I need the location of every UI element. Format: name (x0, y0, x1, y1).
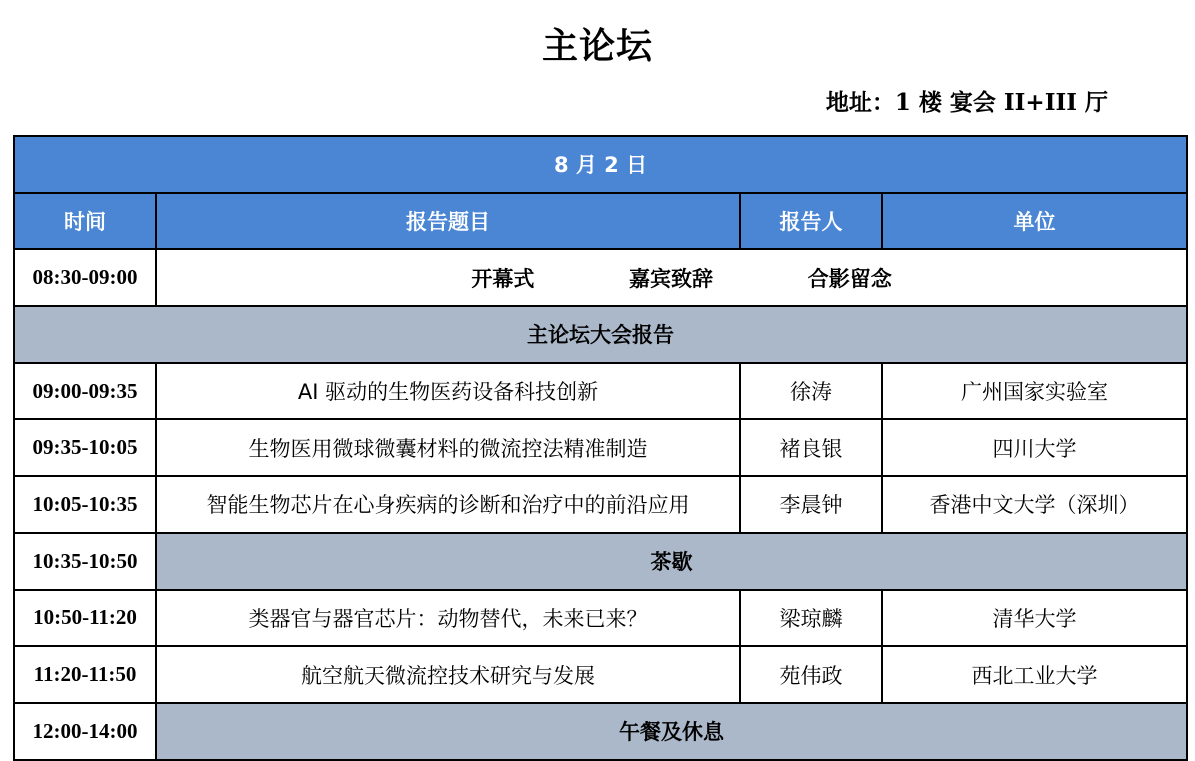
schedule-table (13, 135, 1188, 761)
group-photo: 合影留念 (807, 266, 892, 291)
time-cell: 10:05-10:35 (14, 476, 156, 533)
break-row (14, 533, 1187, 590)
opening-items (156, 249, 1187, 306)
topic-cell: AI 驱动的生物医药设备科技创新 (156, 363, 740, 420)
venue-address: 地址：1 楼 宴会 II+III 厅 (825, 89, 1108, 116)
table-row (14, 419, 1187, 476)
lunch-label: 午餐及休息 (156, 703, 1187, 760)
table-row (14, 363, 1187, 420)
unit-cell: 清华大学 (882, 590, 1187, 647)
topic-cell: 航空航天微流控技术研究与发展 (156, 646, 740, 703)
time-cell: 11:20-11:50 (14, 646, 156, 703)
time-cell: 10:35-10:50 (14, 533, 156, 590)
section-row (14, 306, 1187, 363)
column-header-row (14, 193, 1187, 250)
time-cell: 09:35-10:05 (14, 419, 156, 476)
header-topic: 报告题目 (156, 193, 740, 250)
speaker-cell: 苑伟政 (740, 646, 882, 703)
speaker-cell: 梁琼麟 (740, 590, 882, 647)
speaker-cell: 李晨钟 (740, 476, 882, 533)
table-row (14, 646, 1187, 703)
unit-cell: 广州国家实验室 (882, 363, 1187, 420)
time-cell: 09:00-09:35 (14, 363, 156, 420)
header-unit: 单位 (882, 193, 1187, 250)
header-speaker: 报告人 (740, 193, 882, 250)
topic-cell: 类器官与器官芯片：动物替代，未来已来？ (156, 590, 740, 647)
speaker-cell: 褚良银 (740, 419, 882, 476)
date-header: 8 月 2 日 (14, 136, 1187, 193)
table-row (14, 476, 1187, 533)
unit-cell: 香港中文大学（深圳） (882, 476, 1187, 533)
section-label: 主论坛大会报告 (14, 306, 1187, 363)
date-row (14, 136, 1187, 193)
time-cell: 10:50-11:20 (14, 590, 156, 647)
header-time: 时间 (14, 193, 156, 250)
table-row (14, 590, 1187, 647)
topic-cell: 智能生物芯片在心身疾病的诊断和治疗中的前沿应用 (156, 476, 740, 533)
speaker-cell: 徐涛 (740, 363, 882, 420)
break-label: 茶歇 (156, 533, 1187, 590)
guest-speech: 嘉宾致辞 (629, 266, 714, 291)
opening-row (14, 249, 1187, 306)
page-title: 主论坛 (541, 26, 653, 67)
time-cell: 08:30-09:00 (14, 249, 156, 306)
time-cell: 12:00-14:00 (14, 703, 156, 760)
lunch-row (14, 703, 1187, 760)
opening-ceremony: 开幕式 (471, 266, 535, 291)
topic-cell: 生物医用微球微囊材料的微流控法精准制造 (156, 419, 740, 476)
unit-cell: 四川大学 (882, 419, 1187, 476)
unit-cell: 西北工业大学 (882, 646, 1187, 703)
